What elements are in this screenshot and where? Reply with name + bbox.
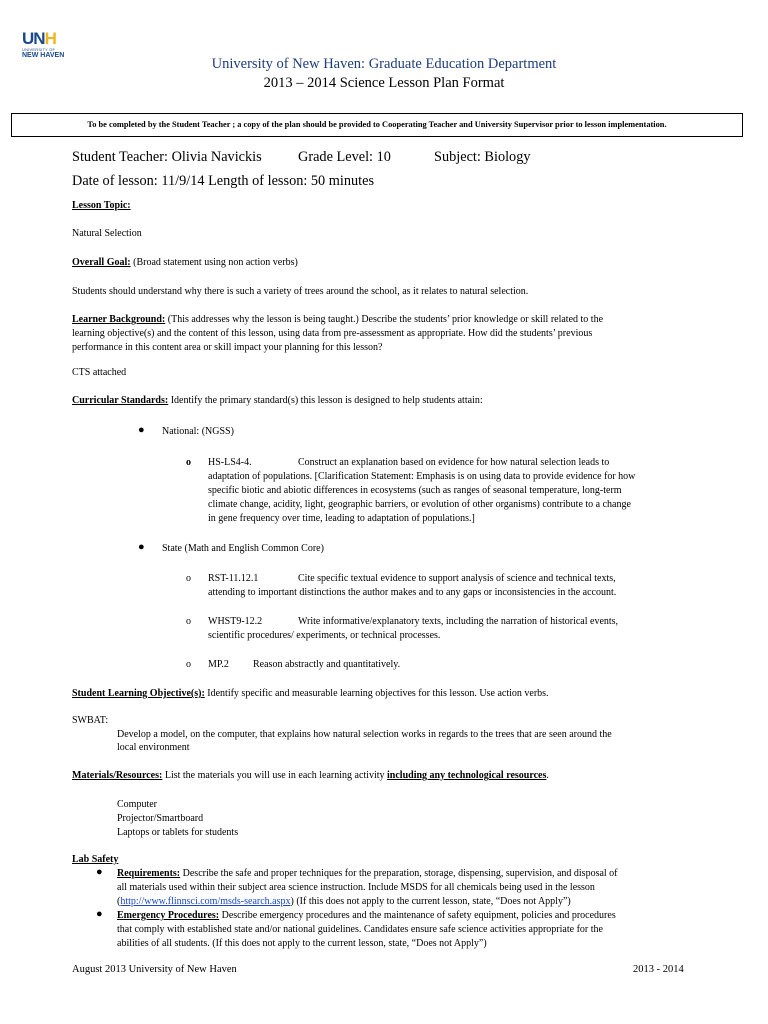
sub-bullet-icon: o (186, 457, 191, 468)
standards-label: Curricular Standards: (72, 395, 169, 406)
whst-line1: Write informative/explanatory texts, including the narration of historical events, (298, 616, 619, 627)
rst-line1: Cite specific textual evidence to support analysis of science and technical texts, (298, 573, 616, 584)
material-item: Laptops or tablets for students (117, 827, 239, 838)
objectives-label: Student Learning Objective(s): (72, 688, 205, 699)
hs-code: HS-LS4-4. (208, 457, 252, 468)
objective-line2: local environment (117, 742, 190, 753)
emergency-desc1: Describe emergency procedures and the maintenance of safety equipment, policies and procedures (219, 910, 616, 921)
objective-line1: Develop a model, on the computer, that explains how natural selection works in regards to the trees that are seen around the (117, 729, 612, 740)
bullet-icon: ● (96, 908, 103, 920)
material-item: Projector/Smartboard (117, 813, 204, 824)
emergency-label: Emergency Procedures: (117, 910, 220, 921)
swbat-label: SWBAT: (72, 715, 109, 726)
footer-left: August 2013 University of New Haven (72, 964, 237, 975)
document-title: University of New Haven: Graduate Education Department (211, 56, 557, 72)
logo-subtitle-1: UNIVERSITY OF (22, 47, 56, 52)
requirements-desc1: Describe the safe and proper techniques for the preparation, storage, dispensing, supervision, and disposal of (180, 868, 618, 879)
overall-goal-value: Students should understand why there is such a variety of trees around the school, as it relates to natural selection. (72, 286, 529, 297)
requirements-line1 (117, 867, 618, 880)
hs-line5: in gene frequency over time, leading to adaptation of populations.] (208, 513, 475, 524)
document-subtitle: 2013 – 2014 Science Lesson Plan Format (263, 75, 505, 91)
sub-bullet-icon: o (186, 659, 191, 670)
standard-state: State (Math and English Common Core) (162, 543, 324, 554)
learner-background-line1 (72, 313, 603, 326)
requirements-paren-open: ( (117, 896, 121, 907)
materials-desc-end: . (546, 770, 549, 781)
logo-mark-a: UN (22, 29, 45, 48)
hs-line1: Construct an explanation based on evidence for how natural selection leads to (298, 457, 610, 468)
learner-background-desc3: performance in this content area or skill impact your planning for this lesson? (72, 342, 383, 353)
emergency-desc2: that comply with established state and/or national guidelines. Candidates ensure safe science activities appropriate for the (117, 924, 603, 935)
requirements-desc3: ) (If this does not apply to the current lesson, state, “Does not Apply”) (290, 896, 571, 907)
bullet-icon: ● (138, 424, 145, 436)
standards-line (72, 394, 483, 407)
requirements-label: Requirements: (117, 868, 181, 879)
material-item: Computer (117, 799, 157, 810)
learner-background-desc2: learning objective(s) and the content of this lesson, using data from pre-assessment as appropriate. How did the students’ previous (72, 328, 593, 339)
footer-right: 2013 - 2014 (633, 964, 684, 975)
mp-code: MP.2 (208, 659, 229, 670)
emergency-line1 (117, 909, 616, 922)
lesson-topic-value: Natural Selection (72, 228, 142, 239)
requirements-desc2: all materials used within their subject area science instruction. Include MSDS for all chemicals being used in the lesson (117, 882, 595, 893)
standards-desc: Identify the primary standard(s) this lesson is designed to help students attain: (168, 395, 483, 406)
logo-subtitle-2: NEW HAVEN (22, 52, 65, 59)
materials-label: Materials/Resources: (72, 770, 163, 781)
hs-line4: climate change, acidity, light, geographic barriers, or evolution of other organisms) contribute to a change (208, 499, 631, 510)
grade-level: Grade Level: 10 (298, 149, 391, 165)
standard-national: National: (NGSS) (162, 426, 234, 437)
objectives-line (72, 687, 549, 700)
overall-goal-line (72, 256, 298, 269)
bullet-icon: ● (96, 866, 103, 878)
student-teacher: Student Teacher: Olivia Navickis (72, 149, 262, 165)
hs-line3: specific biotic and abiotic differences in ecosystems (such as ranges of seasonal temperature, long-term (208, 485, 622, 496)
logo-mark-b: H (44, 29, 56, 48)
lab-safety-label: Lab Safety (72, 854, 119, 865)
rst-line2: attending to important distinctions the author makes and to any gaps or inconsistencies in the account. (208, 587, 617, 598)
lesson-topic-label: Lesson Topic: (72, 200, 131, 211)
sub-bullet-icon: o (186, 616, 191, 627)
msds-link[interactable]: http://www.flinnsci.com/msds-search.aspx (120, 896, 291, 907)
subject: Subject: Biology (434, 149, 531, 165)
mp-line1: Reason abstractly and quantitatively. (253, 659, 401, 670)
hs-line2: adaptation of populations. [Clarification Statement: Emphasis is on using data to provide evidence for how (208, 471, 636, 482)
learner-background-label: Learner Background: (72, 314, 166, 325)
bullet-icon: ● (138, 541, 145, 553)
overall-goal-label: Overall Goal: (72, 257, 131, 268)
date-length: Date of lesson: 11/9/14 Length of lesson: 50 minutes (72, 173, 375, 189)
completion-notice: To be completed by the Student Teacher ; a copy of the plan should be provided to Cooperating Teacher and University Supervisor prior to lesson implementation. (11, 113, 743, 137)
sub-bullet-icon: o (186, 573, 191, 584)
materials-desc-bold: including any technological resources (387, 770, 547, 781)
learner-background-value: CTS attached (72, 367, 127, 378)
whst-line2: scientific procedures/ experiments, or technical processes. (208, 630, 441, 641)
objectives-desc: Identify specific and measurable learning objectives for this lesson. Use action verbs. (204, 688, 549, 699)
emergency-desc3: abilities of all students. (If this does not apply to the current lesson, state, “Does not Apply”) (117, 938, 487, 949)
requirements-line3 (117, 895, 571, 908)
whst-code: WHST9-12.2 (208, 616, 263, 627)
materials-desc: List the materials you will use in each learning activity (162, 770, 388, 781)
materials-line (72, 769, 549, 782)
learner-background-desc1: (This addresses why the lesson is being taught.) Describe the students’ prior knowledge or skill related to the (165, 314, 604, 325)
overall-goal-desc: (Broad statement using non action verbs) (130, 257, 298, 268)
rst-code: RST-11.12.1 (208, 573, 259, 584)
